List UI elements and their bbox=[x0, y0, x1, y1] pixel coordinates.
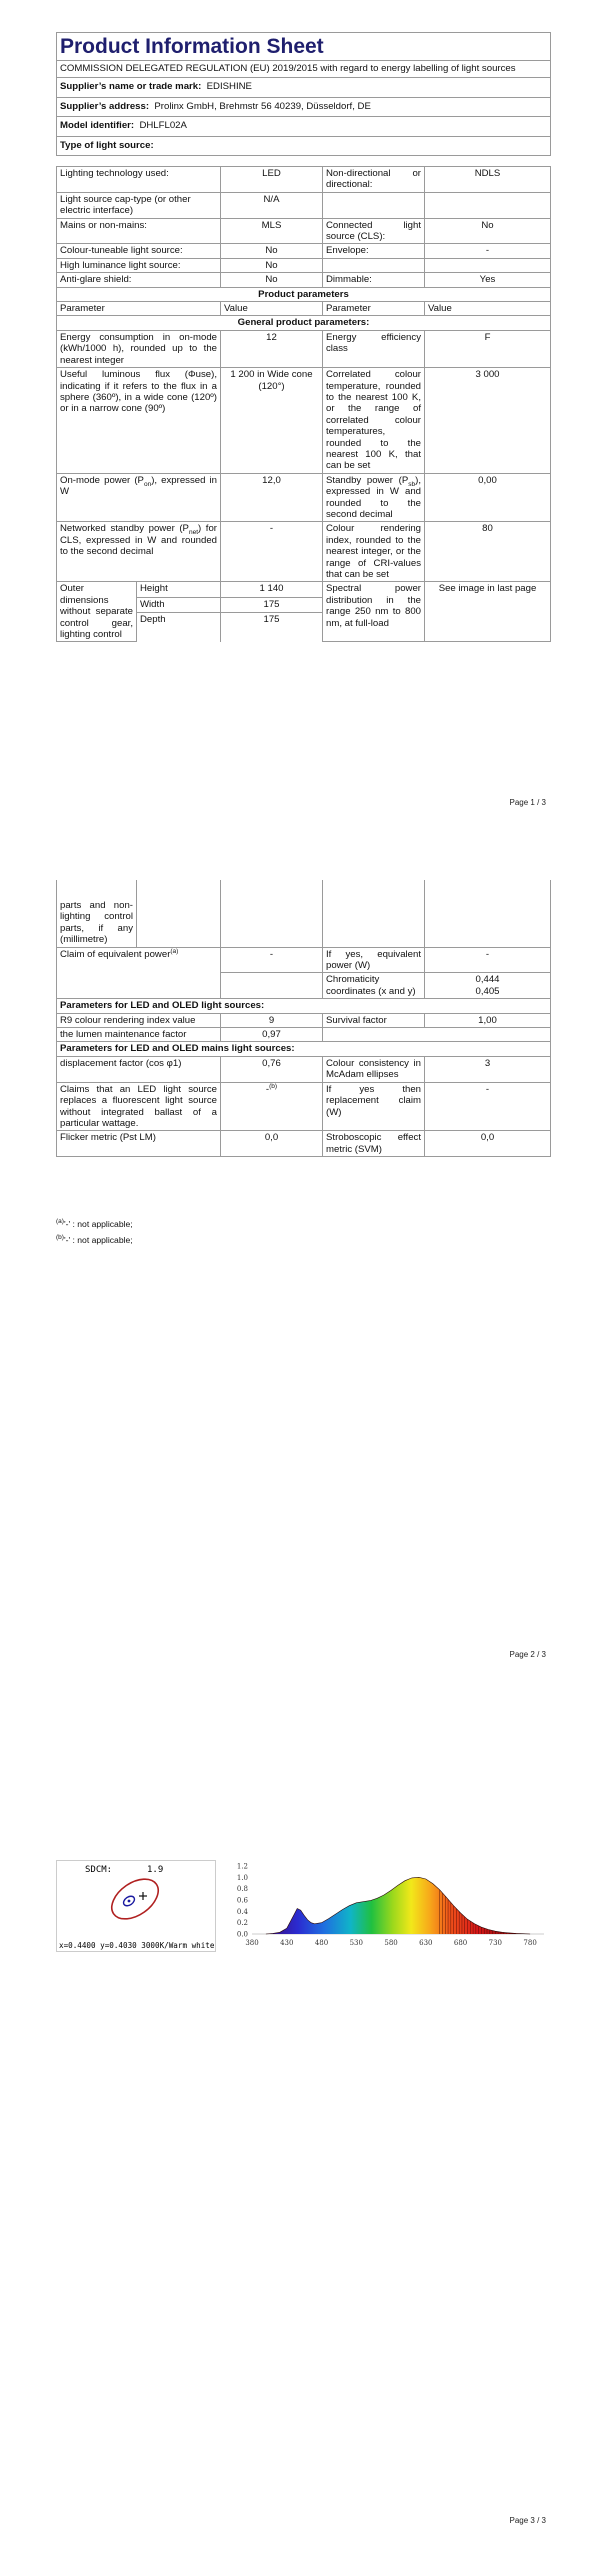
networked-standby-label bbox=[57, 522, 221, 582]
supplier-name-label: Supplier’s name or trade mark: bbox=[60, 81, 202, 93]
y-tick-label: 0.2 bbox=[236, 1919, 248, 1928]
standby-power-value: 0,00 bbox=[425, 473, 551, 522]
width-value: 175 bbox=[221, 597, 323, 612]
footnote-b bbox=[56, 1234, 133, 1246]
y-tick-label: 0.4 bbox=[236, 1907, 248, 1916]
depth-value: 175 bbox=[221, 612, 323, 642]
efficiency-class-label: Energy efficiency class bbox=[323, 330, 425, 367]
fluorescent-claim-dash: - bbox=[265, 1083, 270, 1095]
standby-power-label-sub: sb bbox=[408, 480, 416, 488]
col-parameter: Parameter bbox=[323, 302, 425, 316]
type-row bbox=[57, 218, 551, 244]
networked-standby-label-pre: Networked standby power (P bbox=[60, 523, 189, 535]
param-row bbox=[57, 1013, 551, 1027]
height-label: Height bbox=[137, 582, 221, 597]
cie-ellipse-panel bbox=[56, 1860, 216, 1952]
type-value: No bbox=[221, 244, 323, 258]
footnote-a bbox=[56, 1218, 133, 1230]
height-value: 1 140 bbox=[221, 582, 323, 597]
x-tick-label: 480 bbox=[314, 1939, 329, 1947]
networked-standby-value: - bbox=[221, 522, 323, 582]
outer-dimensions-label: Outer dimensions without separate control gear, lighting control bbox=[57, 582, 137, 642]
param-row bbox=[57, 1131, 551, 1157]
spectral-value: See image in last page bbox=[425, 582, 551, 642]
param-row bbox=[57, 473, 551, 522]
y-tick-label: 1.0 bbox=[236, 1873, 248, 1882]
luminous-flux-label: Useful luminous flux (Φuse), indicating if it refers to the flux in a sphere (360º), in a wide cone (120º) or in a narrow cone (90º) bbox=[57, 368, 221, 474]
page-2 bbox=[0, 880, 602, 1680]
type-row bbox=[57, 167, 551, 193]
x-tick-label: 530 bbox=[349, 1939, 363, 1947]
energy-consumption-value: 12 bbox=[221, 330, 323, 367]
type-label: Connected light source (CLS): bbox=[323, 218, 425, 244]
type-label: Lighting technology used: bbox=[57, 167, 221, 193]
supplier-address-row bbox=[57, 97, 551, 116]
y-tick-label: 0.8 bbox=[236, 1885, 248, 1894]
param-row bbox=[57, 522, 551, 582]
standby-power-label-post: ), expressed in W and rounded to the second decimal bbox=[326, 474, 421, 520]
measured-point bbox=[128, 1900, 131, 1903]
colour-consistency-label: Colour consistency in McAdam ellipses bbox=[323, 1056, 425, 1082]
page-number: Page 1 / 3 bbox=[509, 798, 546, 807]
x-tick-label: 630 bbox=[419, 1939, 433, 1947]
type-label: Dimmable: bbox=[323, 273, 425, 287]
param-row bbox=[57, 1056, 551, 1082]
type-label: Anti-glare shield: bbox=[57, 273, 221, 287]
displacement-value: 0,76 bbox=[221, 1056, 323, 1082]
type-value bbox=[425, 258, 551, 272]
standby-power-label-pre: Standby power (P bbox=[326, 474, 409, 486]
page-number: Page 3 / 3 bbox=[509, 2516, 546, 2525]
cri-value: 80 bbox=[425, 522, 551, 582]
efficiency-class-value: F bbox=[425, 330, 551, 367]
page-3 bbox=[0, 1680, 602, 2560]
type-label: Light source cap-type (or other electric interface) bbox=[57, 192, 221, 218]
chromaticity-x: 0,444 bbox=[475, 974, 500, 986]
page-title: Product Information Sheet bbox=[57, 33, 551, 61]
flicker-label: Flicker metric (Pst LM) bbox=[57, 1131, 221, 1157]
on-mode-power-label bbox=[57, 473, 221, 522]
model-row bbox=[57, 117, 551, 136]
type-row bbox=[57, 244, 551, 258]
regulation-text: COMMISSION DELEGATED REGULATION (EU) 2019/2015 with regard to energy labelling of light sources bbox=[57, 61, 551, 78]
led-oled-heading: Parameters for LED and OLED light sources: bbox=[57, 999, 551, 1013]
stroboscopic-label: Stroboscopic effect metric (SVM) bbox=[323, 1131, 425, 1157]
supplier-address-label: Supplier’s address: bbox=[60, 100, 150, 112]
param-row bbox=[57, 330, 551, 367]
type-heading: Type of light source: bbox=[57, 136, 551, 155]
footnote-b-marker: (b) bbox=[269, 1082, 278, 1090]
type-value: - bbox=[425, 244, 551, 258]
y-tick-label: 1.2 bbox=[236, 1862, 248, 1871]
model-identifier: DHLFL02A bbox=[139, 120, 187, 132]
replacement-claim-value: - bbox=[425, 1082, 551, 1131]
main-table bbox=[56, 166, 551, 642]
type-value: MLS bbox=[221, 218, 323, 244]
on-mode-power-label-post: ), expressed in W bbox=[60, 474, 218, 498]
empty-cell bbox=[221, 973, 323, 999]
empty-cell bbox=[425, 880, 551, 947]
footnote-a-mark: (a) bbox=[56, 1218, 64, 1226]
colour-consistency-value: 3 bbox=[425, 1056, 551, 1082]
param-row bbox=[57, 1082, 551, 1131]
col-value: Value bbox=[425, 302, 551, 316]
general-heading: General product parameters: bbox=[57, 316, 551, 330]
equiv-power-value: - bbox=[425, 947, 551, 973]
chromaticity-value bbox=[425, 973, 551, 999]
x-tick-label: 780 bbox=[523, 1939, 537, 1947]
spectrum-figure bbox=[56, 1860, 550, 1950]
type-value: N/A bbox=[221, 192, 323, 218]
mains-heading: Parameters for LED and OLED mains light sources: bbox=[57, 1042, 551, 1056]
model-label: Model identifier: bbox=[60, 120, 135, 132]
y-tick-label: 0.0 bbox=[236, 1930, 248, 1939]
width-label: Width bbox=[137, 597, 221, 612]
empty-cell bbox=[323, 1028, 425, 1042]
continued-table bbox=[56, 880, 551, 1157]
supplier-name: EDISHINE bbox=[206, 81, 252, 93]
type-value: Yes bbox=[425, 273, 551, 287]
lumen-maintenance-value: 0,97 bbox=[221, 1028, 323, 1042]
chromaticity-label: Chromaticity coordinates (x and y) bbox=[323, 973, 425, 999]
dimension-row-continued bbox=[57, 880, 551, 947]
on-mode-power-label-pre: On-mode power (P bbox=[60, 474, 144, 486]
type-label: Envelope: bbox=[323, 244, 425, 258]
cct-value: 3 000 bbox=[425, 368, 551, 474]
product-params-heading: Product parameters bbox=[57, 287, 551, 301]
chromaticity-y: 0,405 bbox=[475, 985, 500, 997]
type-row bbox=[57, 258, 551, 272]
type-value: No bbox=[221, 273, 323, 287]
fluorescent-claim-value bbox=[221, 1082, 323, 1131]
empty-cell bbox=[425, 1028, 551, 1042]
header-table bbox=[56, 32, 551, 156]
col-parameter: Parameter bbox=[57, 302, 221, 316]
type-label: High luminance light source: bbox=[57, 258, 221, 272]
page-1 bbox=[0, 0, 602, 812]
replacement-claim-label: If yes then replacement claim (W) bbox=[323, 1082, 425, 1131]
equiv-power-claim-value: - bbox=[221, 947, 323, 973]
outer-dimensions-label-continued: parts and non-lighting control parts, if any (millimetre) bbox=[57, 880, 137, 947]
equiv-power-claim-label bbox=[57, 947, 221, 999]
empty-cell bbox=[323, 880, 425, 947]
spd-chart bbox=[230, 1860, 550, 1950]
fluorescent-claim-label: Claims that an LED light source replaces a fluorescent light source without integrated ballast of a particular wattage. bbox=[57, 1082, 221, 1131]
dimension-row bbox=[57, 582, 551, 597]
x-tick-label: 730 bbox=[488, 1939, 503, 1947]
on-mode-power-value: 12,0 bbox=[221, 473, 323, 522]
cct-label: Correlated colour temperature, rounded to the nearest 100 K, or the range of correlated colour temperatures, rounded to the nearest 100 K, that can be set bbox=[323, 368, 425, 474]
type-value: LED bbox=[221, 167, 323, 193]
survival-label: Survival factor bbox=[323, 1013, 425, 1027]
empty-cell bbox=[137, 880, 221, 947]
type-value: No bbox=[425, 218, 551, 244]
x-tick-label: 380 bbox=[245, 1939, 259, 1947]
displacement-label: displacement factor (cos φ1) bbox=[57, 1056, 221, 1082]
standby-power-label bbox=[323, 473, 425, 522]
cri-label: Colour rendering index, rounded to the nearest integer, or the range of CRI-values that can be set bbox=[323, 522, 425, 582]
empty-cell bbox=[221, 880, 323, 947]
stroboscopic-value: 0,0 bbox=[425, 1131, 551, 1157]
type-label: Mains or non-mains: bbox=[57, 218, 221, 244]
flicker-value: 0,0 bbox=[221, 1131, 323, 1157]
cie-ellipse-svg bbox=[57, 1861, 215, 1951]
type-label bbox=[323, 192, 425, 218]
lumen-maintenance-label: the lumen maintenance factor bbox=[57, 1028, 221, 1042]
x-tick-label: 680 bbox=[453, 1939, 468, 1947]
type-value: NDLS bbox=[425, 167, 551, 193]
col-value: Value bbox=[221, 302, 323, 316]
spd-chart-svg bbox=[230, 1860, 550, 1950]
r9-value: 9 bbox=[221, 1013, 323, 1027]
equiv-power-label: If yes, equivalent power (W) bbox=[323, 947, 425, 973]
type-row bbox=[57, 192, 551, 218]
sdcm-label: SDCM: bbox=[85, 1865, 113, 1875]
type-value: No bbox=[221, 258, 323, 272]
sdcm-value: 1.9 bbox=[147, 1865, 164, 1875]
x-tick-label: 430 bbox=[280, 1939, 294, 1947]
r9-label: R9 colour rendering index value bbox=[57, 1013, 221, 1027]
footnote-a-text: '-' : not applicable; bbox=[63, 1219, 133, 1229]
energy-consumption-label: Energy consumption in on-mode (kWh/1000 h), rounded up to the nearest integer bbox=[57, 330, 221, 367]
type-label bbox=[323, 258, 425, 272]
on-mode-power-label-sub: on bbox=[143, 480, 152, 488]
column-header-row bbox=[57, 302, 551, 316]
equiv-power-claim-text: Claim of equivalent power bbox=[60, 948, 171, 960]
type-label: Colour-tuneable light source: bbox=[57, 244, 221, 258]
luminous-flux-value: 1 200 in Wide cone (120°) bbox=[221, 368, 323, 474]
footnote-b-text: '-' : not applicable; bbox=[63, 1235, 133, 1245]
type-row bbox=[57, 273, 551, 287]
spectral-label: Spectral power distribution in the range 250 nm to 800 nm, at full-load bbox=[323, 582, 425, 642]
param-row bbox=[57, 1028, 551, 1042]
supplier-address: Prolinx GmbH, Brehmstr 56 40239, Düsseldorf, DE bbox=[154, 100, 371, 112]
footnote-b-mark: (b) bbox=[56, 1234, 64, 1242]
networked-standby-label-post: ) for CLS, expressed in W and rounded to the second decimal bbox=[60, 523, 217, 558]
type-label: Non-directional or directional: bbox=[323, 167, 425, 193]
y-tick-label: 0.6 bbox=[236, 1896, 248, 1905]
spd-area bbox=[266, 1877, 530, 1934]
type-value bbox=[425, 192, 551, 218]
param-row bbox=[57, 368, 551, 474]
param-row bbox=[57, 947, 551, 973]
supplier-name-row bbox=[57, 78, 551, 97]
networked-standby-label-sub: net bbox=[188, 529, 199, 537]
x-tick-label: 580 bbox=[384, 1939, 398, 1947]
page-number: Page 2 / 3 bbox=[509, 1650, 546, 1659]
depth-label: Depth bbox=[137, 612, 221, 642]
footnote-a-marker: (a) bbox=[170, 947, 179, 955]
cie-caption: x=0.4400 y=0.4030 3000K/Warm white bbox=[59, 1941, 215, 1950]
survival-value: 1,00 bbox=[425, 1013, 551, 1027]
